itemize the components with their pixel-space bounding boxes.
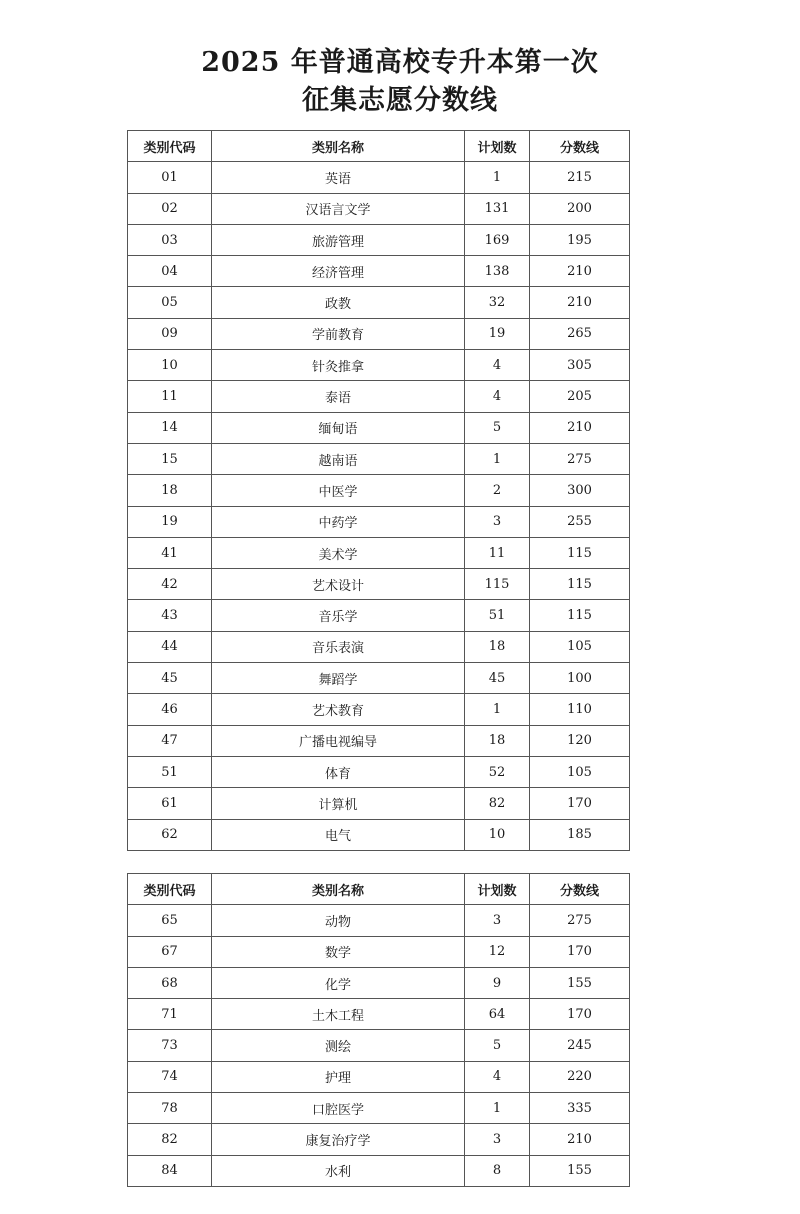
cell-name: 英语 bbox=[212, 162, 465, 193]
cell-name: 缅甸语 bbox=[212, 412, 465, 443]
table-row bbox=[128, 256, 630, 287]
cell-code: 04 bbox=[128, 256, 212, 287]
cell-name: 汉语言文学 bbox=[212, 193, 465, 224]
cell-name: 艺术教育 bbox=[212, 694, 465, 725]
header-name: 类别名称 bbox=[212, 874, 465, 905]
cell-score: 210 bbox=[530, 287, 630, 318]
table-row bbox=[128, 224, 630, 255]
cell-score: 115 bbox=[530, 600, 630, 631]
cell-plan: 4 bbox=[465, 381, 530, 412]
cell-score: 335 bbox=[530, 1093, 630, 1124]
header-code: 类别代码 bbox=[128, 131, 212, 162]
cell-score: 120 bbox=[530, 725, 630, 756]
cell-code: 51 bbox=[128, 756, 212, 787]
cell-name: 数学 bbox=[212, 936, 465, 967]
cell-plan: 1 bbox=[465, 1093, 530, 1124]
cell-code: 03 bbox=[128, 224, 212, 255]
cell-plan: 2 bbox=[465, 475, 530, 506]
cell-plan: 5 bbox=[465, 412, 530, 443]
cell-score: 170 bbox=[530, 936, 630, 967]
cell-score: 110 bbox=[530, 694, 630, 725]
table-row bbox=[128, 443, 630, 474]
table-row bbox=[128, 756, 630, 787]
cell-code: 78 bbox=[128, 1093, 212, 1124]
table-header-row bbox=[128, 874, 630, 905]
cell-plan: 138 bbox=[465, 256, 530, 287]
cell-plan: 18 bbox=[465, 725, 530, 756]
cell-score: 105 bbox=[530, 631, 630, 662]
table-row bbox=[128, 475, 630, 506]
table-row bbox=[128, 1030, 630, 1061]
cell-score: 265 bbox=[530, 318, 630, 349]
cell-name: 艺术设计 bbox=[212, 569, 465, 600]
table-row bbox=[128, 600, 630, 631]
cell-name: 化学 bbox=[212, 967, 465, 998]
table-row bbox=[128, 999, 630, 1030]
cell-score: 105 bbox=[530, 756, 630, 787]
cell-code: 82 bbox=[128, 1124, 212, 1155]
cell-name: 土木工程 bbox=[212, 999, 465, 1030]
table-row bbox=[128, 287, 630, 318]
cell-name: 旅游管理 bbox=[212, 224, 465, 255]
cell-code: 45 bbox=[128, 663, 212, 694]
table-row bbox=[128, 905, 630, 936]
page-title: 2025 年普通高校专升本第一次 bbox=[201, 47, 599, 78]
cell-code: 19 bbox=[128, 506, 212, 537]
header-code: 类别代码 bbox=[128, 874, 212, 905]
cell-name: 测绘 bbox=[212, 1030, 465, 1061]
header-plan: 计划数 bbox=[465, 874, 530, 905]
cell-code: 14 bbox=[128, 412, 212, 443]
cell-score: 275 bbox=[530, 443, 630, 474]
cell-name: 针灸推拿 bbox=[212, 350, 465, 381]
cell-name: 广播电视编导 bbox=[212, 725, 465, 756]
cell-code: 11 bbox=[128, 381, 212, 412]
cell-plan: 1 bbox=[465, 694, 530, 725]
cell-name: 护理 bbox=[212, 1061, 465, 1092]
cell-plan: 1 bbox=[465, 443, 530, 474]
cell-score: 305 bbox=[530, 350, 630, 381]
table-row bbox=[128, 936, 630, 967]
cell-score: 115 bbox=[530, 569, 630, 600]
table-row bbox=[128, 506, 630, 537]
table-row bbox=[128, 819, 630, 850]
table-row bbox=[128, 1093, 630, 1124]
header-plan: 计划数 bbox=[465, 131, 530, 162]
table-row bbox=[128, 1124, 630, 1155]
cell-plan: 4 bbox=[465, 1061, 530, 1092]
table-row bbox=[128, 788, 630, 819]
cell-score: 155 bbox=[530, 967, 630, 998]
cell-name: 音乐表演 bbox=[212, 631, 465, 662]
table-row bbox=[128, 967, 630, 998]
cell-plan: 52 bbox=[465, 756, 530, 787]
cell-code: 84 bbox=[128, 1155, 212, 1186]
cell-score: 205 bbox=[530, 381, 630, 412]
cell-name: 音乐学 bbox=[212, 600, 465, 631]
cell-plan: 10 bbox=[465, 819, 530, 850]
page-subtitle: 征集志愿分数线 bbox=[302, 85, 498, 116]
cell-name: 学前教育 bbox=[212, 318, 465, 349]
cell-code: 02 bbox=[128, 193, 212, 224]
cell-code: 46 bbox=[128, 694, 212, 725]
cell-plan: 64 bbox=[465, 999, 530, 1030]
cell-score: 245 bbox=[530, 1030, 630, 1061]
cell-code: 71 bbox=[128, 999, 212, 1030]
cell-name: 计算机 bbox=[212, 788, 465, 819]
cell-plan: 3 bbox=[465, 506, 530, 537]
cell-name: 康复治疗学 bbox=[212, 1124, 465, 1155]
cell-code: 73 bbox=[128, 1030, 212, 1061]
cell-score: 195 bbox=[530, 224, 630, 255]
table-row bbox=[128, 193, 630, 224]
cell-name: 口腔医学 bbox=[212, 1093, 465, 1124]
header-score: 分数线 bbox=[530, 874, 630, 905]
cell-score: 200 bbox=[530, 193, 630, 224]
header-name: 类别名称 bbox=[212, 131, 465, 162]
score-table-1 bbox=[127, 130, 630, 851]
cell-score: 170 bbox=[530, 999, 630, 1030]
cell-code: 05 bbox=[128, 287, 212, 318]
cell-name: 中医学 bbox=[212, 475, 465, 506]
cell-plan: 12 bbox=[465, 936, 530, 967]
cell-score: 100 bbox=[530, 663, 630, 694]
cell-code: 01 bbox=[128, 162, 212, 193]
cell-code: 67 bbox=[128, 936, 212, 967]
table-row bbox=[128, 663, 630, 694]
table-row bbox=[128, 631, 630, 662]
cell-name: 动物 bbox=[212, 905, 465, 936]
cell-plan: 19 bbox=[465, 318, 530, 349]
cell-score: 300 bbox=[530, 475, 630, 506]
cell-score: 210 bbox=[530, 1124, 630, 1155]
cell-name: 美术学 bbox=[212, 537, 465, 568]
cell-code: 10 bbox=[128, 350, 212, 381]
cell-name: 经济管理 bbox=[212, 256, 465, 287]
cell-code: 68 bbox=[128, 967, 212, 998]
table-row bbox=[128, 725, 630, 756]
cell-name: 水利 bbox=[212, 1155, 465, 1186]
table-row bbox=[128, 694, 630, 725]
cell-code: 15 bbox=[128, 443, 212, 474]
cell-code: 61 bbox=[128, 788, 212, 819]
score-table-2 bbox=[127, 873, 630, 1187]
cell-code: 18 bbox=[128, 475, 212, 506]
cell-plan: 5 bbox=[465, 1030, 530, 1061]
cell-name: 泰语 bbox=[212, 381, 465, 412]
cell-name: 体育 bbox=[212, 756, 465, 787]
table-row bbox=[128, 162, 630, 193]
cell-name: 电气 bbox=[212, 819, 465, 850]
cell-code: 74 bbox=[128, 1061, 212, 1092]
cell-plan: 169 bbox=[465, 224, 530, 255]
cell-code: 65 bbox=[128, 905, 212, 936]
table-row bbox=[128, 537, 630, 568]
cell-plan: 8 bbox=[465, 1155, 530, 1186]
cell-plan: 51 bbox=[465, 600, 530, 631]
cell-plan: 131 bbox=[465, 193, 530, 224]
cell-score: 115 bbox=[530, 537, 630, 568]
cell-code: 62 bbox=[128, 819, 212, 850]
cell-plan: 9 bbox=[465, 967, 530, 998]
cell-score: 215 bbox=[530, 162, 630, 193]
cell-plan: 45 bbox=[465, 663, 530, 694]
cell-name: 舞蹈学 bbox=[212, 663, 465, 694]
cell-code: 44 bbox=[128, 631, 212, 662]
table-row bbox=[128, 1155, 630, 1186]
cell-plan: 3 bbox=[465, 905, 530, 936]
cell-plan: 1 bbox=[465, 162, 530, 193]
cell-score: 210 bbox=[530, 256, 630, 287]
cell-plan: 82 bbox=[465, 788, 530, 819]
cell-score: 155 bbox=[530, 1155, 630, 1186]
cell-code: 41 bbox=[128, 537, 212, 568]
table-header-row bbox=[128, 131, 630, 162]
cell-code: 42 bbox=[128, 569, 212, 600]
table-row bbox=[128, 381, 630, 412]
cell-score: 210 bbox=[530, 412, 630, 443]
cell-code: 09 bbox=[128, 318, 212, 349]
cell-code: 47 bbox=[128, 725, 212, 756]
cell-score: 220 bbox=[530, 1061, 630, 1092]
table-row bbox=[128, 412, 630, 443]
cell-score: 185 bbox=[530, 819, 630, 850]
table-row bbox=[128, 350, 630, 381]
header-score: 分数线 bbox=[530, 131, 630, 162]
cell-plan: 11 bbox=[465, 537, 530, 568]
cell-score: 255 bbox=[530, 506, 630, 537]
cell-plan: 3 bbox=[465, 1124, 530, 1155]
cell-plan: 115 bbox=[465, 569, 530, 600]
cell-plan: 18 bbox=[465, 631, 530, 662]
cell-code: 43 bbox=[128, 600, 212, 631]
cell-score: 170 bbox=[530, 788, 630, 819]
cell-plan: 4 bbox=[465, 350, 530, 381]
cell-score: 275 bbox=[530, 905, 630, 936]
table-row bbox=[128, 1061, 630, 1092]
cell-plan: 32 bbox=[465, 287, 530, 318]
table-row bbox=[128, 569, 630, 600]
table-row bbox=[128, 318, 630, 349]
cell-name: 中药学 bbox=[212, 506, 465, 537]
cell-name: 政教 bbox=[212, 287, 465, 318]
cell-name: 越南语 bbox=[212, 443, 465, 474]
